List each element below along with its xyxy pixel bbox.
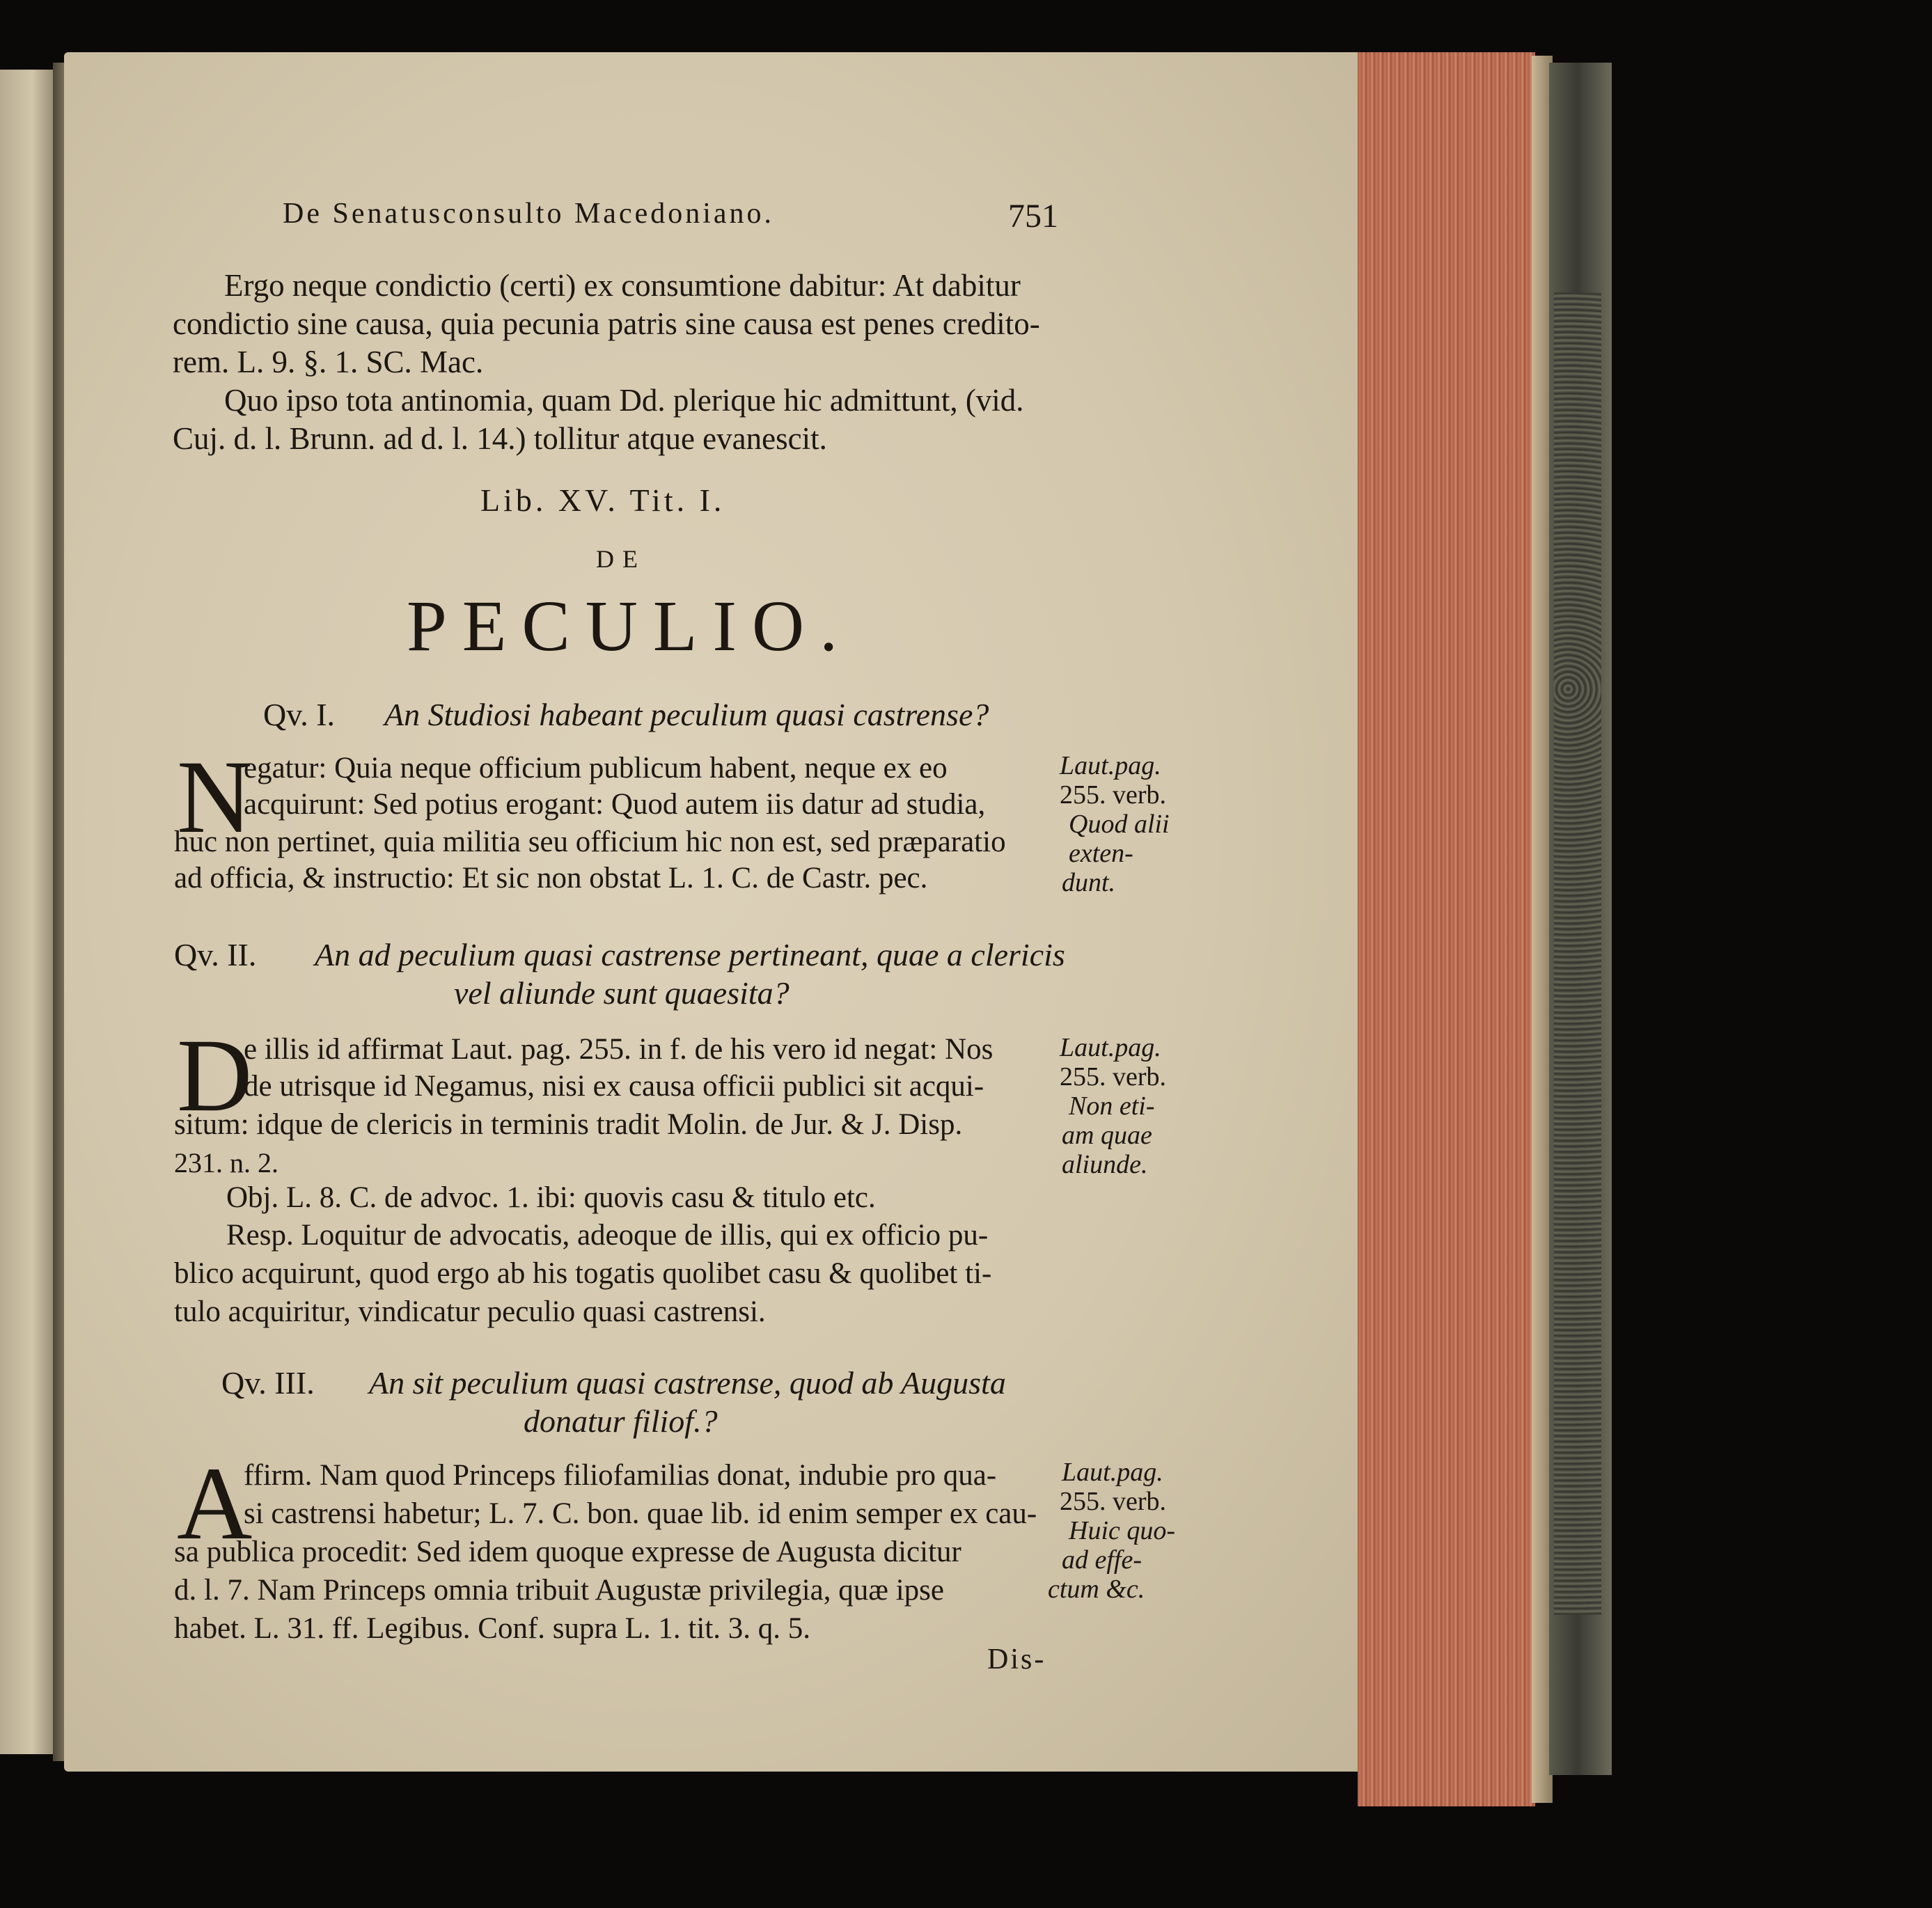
margin-note-2-line-1: Laut.pag. (1060, 1033, 1161, 1062)
intro-line-1: Ergo neque condictio (certi) ex consumtione dabitur: At dabitur (224, 268, 1021, 303)
margin-note-1-line-2: 255. verb. (1060, 780, 1167, 810)
question-3-line-5: habet. L. 31. ff. Legibus. Conf. supra L. 1. tit. 3. q. 5. (174, 1612, 811, 1645)
question-3-line-1: ffirm. Nam quod Princeps filiofamilias donat, indubie pro qua- (244, 1459, 997, 1492)
question-3-text-line-2: donatur filiof.? (524, 1403, 718, 1439)
intro-line-4: Quo ipso tota antinomia, quam Dd. plerique hic admittunt, (vid. (224, 383, 1024, 418)
response-line-2: blico acquirunt, quod ergo ab his togatis quolibet casu & quolibet ti- (174, 1257, 992, 1290)
intro-line-2: condictio sine causa, quia pecunia patris sine causa est penes credito- (173, 306, 1040, 341)
margin-note-2-line-3: Non eti- (1069, 1091, 1155, 1121)
page-block-edge (1358, 52, 1535, 1806)
question-3-dropcap: A (177, 1446, 253, 1561)
running-title: De Senatusconsulto Macedoniano. (283, 198, 775, 230)
objection-line: Obj. L. 8. C. de advoc. 1. ibi: quovis casu & titulo etc. (226, 1181, 876, 1214)
margin-note-2-line-5: aliunde. (1062, 1150, 1148, 1179)
margin-note-3-line-3: Huic quo- (1069, 1516, 1176, 1545)
question-1-label: Qv. I. (263, 697, 336, 732)
question-3-label: Qv. III. (221, 1365, 315, 1401)
title-de: DE (596, 545, 646, 573)
question-1-line-1: egatur: Quia neque officium publicum habent, neque ex eo (244, 752, 948, 785)
margin-note-1-line-3: Quod alii (1069, 810, 1170, 839)
intro-line-5: Cuj. d. l. Brunn. ad d. l. 14.) tollitur atque evanescit. (173, 421, 827, 456)
margin-note-1-line-5: dunt. (1062, 868, 1116, 897)
margin-note-3-line-5: ctum &c. (1048, 1575, 1145, 1604)
margin-note-2-line-2: 255. verb. (1060, 1062, 1167, 1091)
question-2-dropcap: D (177, 1018, 253, 1133)
question-2-text-line-2: vel aliunde sunt quaesita? (454, 975, 790, 1011)
question-2-label: Qv. II. (174, 937, 257, 972)
question-3-line-4: d. l. 7. Nam Princeps omnia tribuit Augustæ privilegia, quæ ipse (174, 1574, 944, 1607)
section-title: PECULIO. (407, 586, 854, 666)
page-number: 751 (1008, 198, 1058, 235)
response-line-1: Resp. Loquitur de advocatis, adeoque de illis, qui ex officio pu- (226, 1219, 989, 1252)
margin-note-1-line-1: Laut.pag. (1060, 751, 1161, 780)
left-page-edge (0, 70, 58, 1754)
margin-note-1-line-4: exten- (1069, 839, 1133, 868)
question-3-line-2: si castrensi habetur; L. 7. C. bon. quae lib. id enim semper ex cau- (244, 1497, 1037, 1530)
question-1-dropcap: N (177, 739, 253, 855)
question-1-text: An Studiosi habeant peculium quasi castrense? (384, 697, 989, 732)
question-2-line-4: 231. n. 2. (174, 1147, 278, 1178)
book-title-reference: Lib. XV. Tit. I. (480, 482, 725, 518)
marbled-cover-texture (1554, 292, 1601, 1615)
margin-note-3-line-4: ad effe- (1062, 1545, 1142, 1575)
intro-line-3: rem. L. 9. §. 1. SC. Mac. (173, 345, 484, 379)
margin-note-3-line-2: 255. verb. (1060, 1487, 1167, 1516)
question-3-line-3: sa publica procedit: Sed idem quoque expresse de Augusta dicitur (174, 1536, 961, 1568)
margin-note-3-line-1: Laut.pag. (1062, 1458, 1163, 1487)
response-line-3: tulo acquiritur, vindicatur peculio quasi castrensi. (174, 1295, 766, 1328)
margin-note-2-line-4: am quae (1062, 1121, 1152, 1150)
question-2-line-2: de utrisque id Negamus, nisi ex causa officii publici sit acqui- (244, 1070, 984, 1103)
catchword: Dis- (987, 1643, 1046, 1676)
question-2-text-line-1: An ad peculium quasi castrense pertineant, quae a clericis (315, 937, 1065, 972)
question-3-text-line-1: An sit peculium quasi castrense, quod ab Augusta (369, 1365, 1006, 1401)
question-1-line-4: ad officia, & instructio: Et sic non obstat L. 1. C. de Castr. pec. (174, 862, 928, 894)
question-1-line-2: acquirunt: Sed potius erogant: Quod autem iis datur ad studia, (244, 788, 986, 821)
question-2-line-3: situm: idque de clericis in terminis tradit Molin. de Jur. & J. Disp. (174, 1108, 963, 1141)
question-1-line-3: huc non pertinet, quia militia seu officium hic non est, sed præparatio (174, 826, 1006, 858)
question-2-line-1: e illis id affirmat Laut. pag. 255. in f. de his vero id negat: Nos (244, 1033, 994, 1066)
